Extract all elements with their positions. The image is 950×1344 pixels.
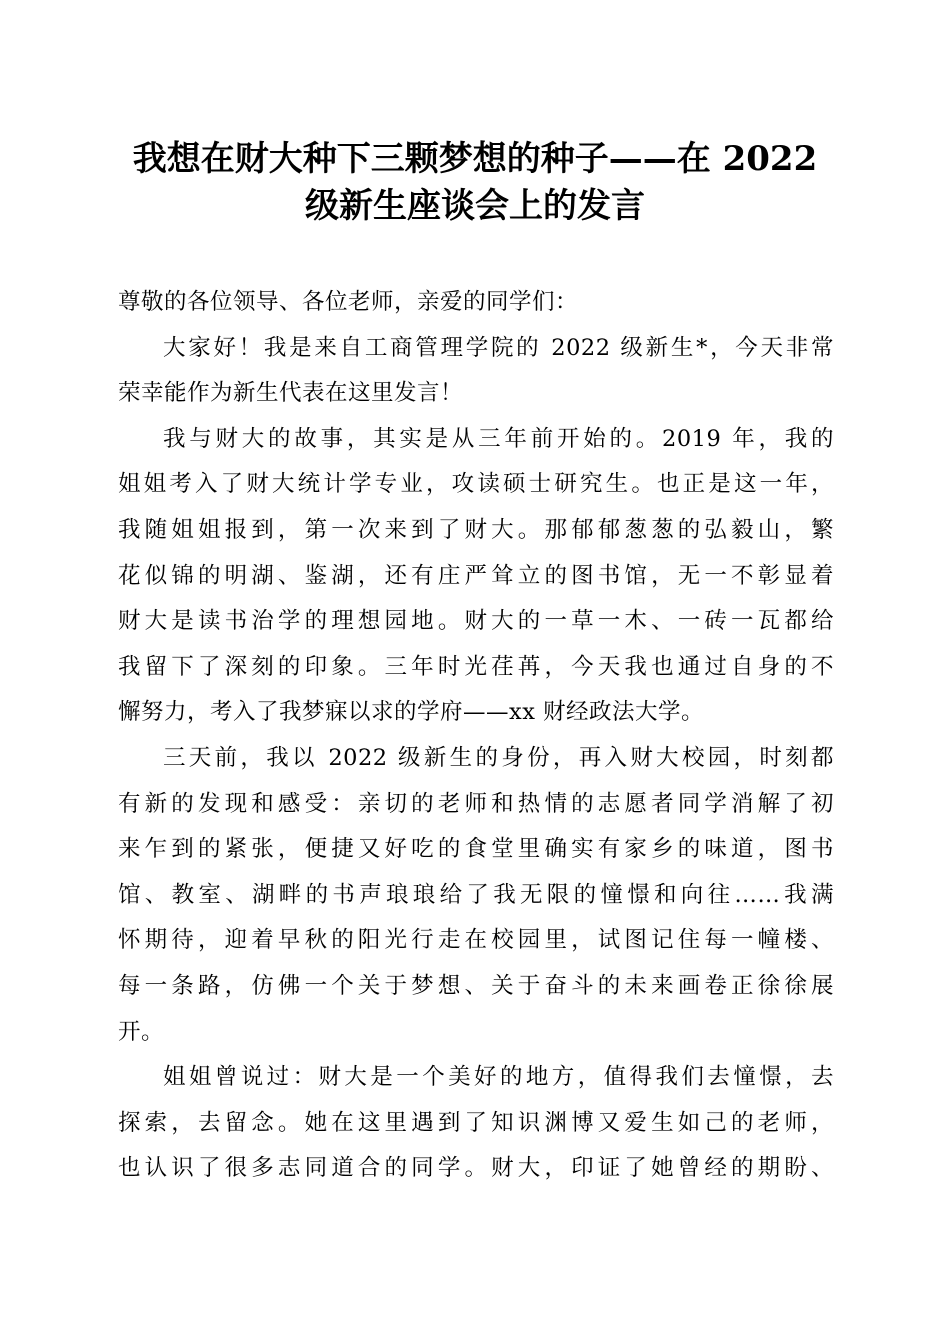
paragraph-3-line-4: 馆、教室、湖畔的书声琅琅给了我无限的憧憬和向往……我满 [118, 881, 834, 908]
paragraph-3-line-1: 三天前，我以 2022 级新生的身份，再入财大校园，时刻都 [163, 744, 834, 771]
paragraph-2-line-4: 花似锦的明湖、鉴湖，还有庄严耸立的图书馆，无一不彰显着 [118, 562, 834, 589]
title-line-2: 级新生座谈会上的发言 [305, 186, 645, 226]
paragraph-2-line-5: 财大是读书治学的理想园地。财大的一草一木、一砖一瓦都给 [118, 608, 834, 635]
paragraph-2-line-3: 我随姐姐报到，第一次来到了财大。那郁郁葱葱的弘毅山，繁 [118, 516, 834, 543]
paragraph-3-line-3: 来乍到的紧张，便捷又好吃的食堂里确实有家乡的味道，图书 [118, 836, 834, 863]
paragraph-3-line-7: 开。 [118, 1018, 165, 1045]
paragraph-4-line-3: 也认识了很多志同道合的同学。财大，印证了她曾经的期盼、 [118, 1155, 834, 1182]
paragraph-4-line-1: 姐姐曾说过：财大是一个美好的地方，值得我们去憧憬，去 [163, 1064, 834, 1091]
paragraph-2-line-2: 姐姐考入了财大统计学专业，攻读硕士研究生。也正是这一年， [118, 471, 834, 498]
paragraph-3-line-2: 有新的发现和感受：亲切的老师和热情的志愿者同学消解了初 [118, 790, 834, 817]
salutation: 尊敬的各位领导、各位老师，亲爱的同学们： [118, 289, 579, 315]
paragraph-2-line-6: 我留下了深刻的印象。三年时光荏苒，今天我也通过自身的不 [118, 653, 834, 680]
paragraph-4-line-2: 探索，去留念。她在这里遇到了知识渊博又爱生如己的老师， [118, 1109, 834, 1136]
paragraph-1-line-1: 大家好！我是来自工商管理学院的 2022 级新生*，今天非常 [163, 334, 834, 361]
title-line-1: 我想在财大种下三颗梦想的种子——在 2022 [132, 139, 818, 179]
paragraph-1-line-2: 荣幸能作为新生代表在这里发言！ [118, 380, 464, 407]
document-title [118, 136, 832, 230]
paragraph-2-line-7: 懈努力，考入了我梦寐以求的学府——xx 财经政法大学。 [118, 699, 705, 726]
paragraph-3-line-5: 怀期待，迎着早秋的阳光行走在校园里，试图记住每一幢楼、 [118, 927, 834, 954]
document-body [118, 280, 834, 1192]
paragraph-2-line-1: 我与财大的故事，其实是从三年前开始的。2019 年，我的 [163, 425, 834, 452]
paragraph-3-line-6: 每一条路，仿佛一个关于梦想、关于奋斗的未来画卷正徐徐展 [118, 972, 834, 999]
